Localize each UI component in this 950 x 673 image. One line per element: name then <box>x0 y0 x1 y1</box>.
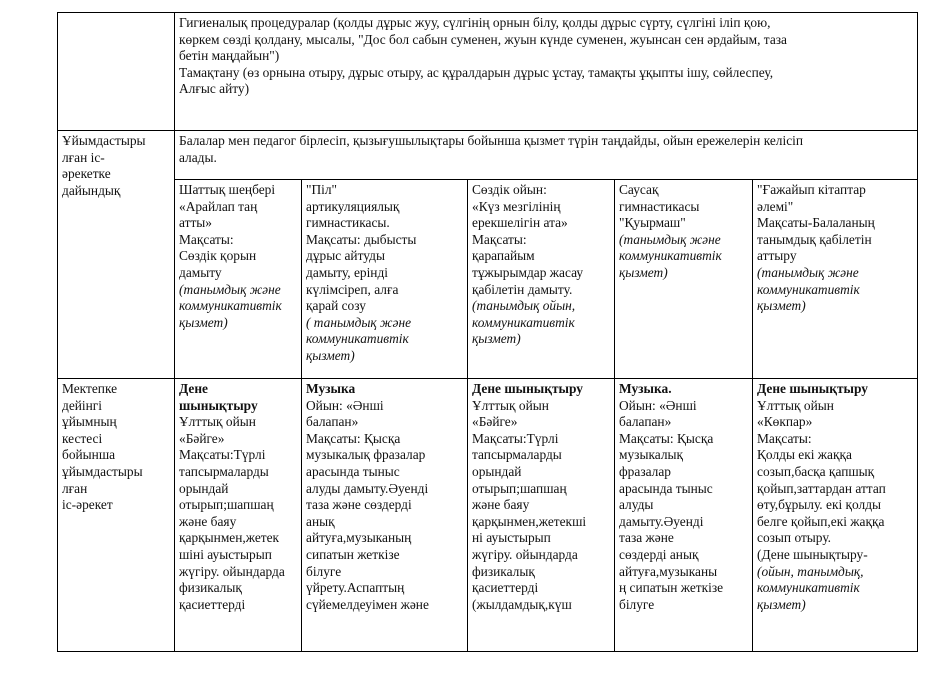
prep-intro-row <box>58 131 918 180</box>
text-line: отырып;шапшаң <box>179 497 274 513</box>
text-line: «Арайлап таң <box>179 198 258 214</box>
text-line: (ойын, танымдық, <box>757 563 864 579</box>
text-line: таза және <box>619 530 674 546</box>
text-line: Мақсаты: Қысқа <box>306 430 401 446</box>
text-line: таза және сөздерді <box>306 497 412 513</box>
prep-cell-1-text <box>179 182 297 331</box>
text-line: Мақсаты: <box>179 231 234 247</box>
text-line: қызмет) <box>757 298 806 314</box>
text-line: Дене <box>179 381 208 396</box>
text-line: Сөздік ойын: <box>472 182 547 197</box>
text-line: Гигиеналық процедуралар (қолды дұрыс жуу, сүлгінің орнын білу, қолды дұрыс сүрту, сүлгіні іліп қою, <box>179 15 771 30</box>
text-line: "Ғажайып кітаптар <box>757 182 866 197</box>
text-line: Шаттық шеңбері <box>179 182 276 197</box>
schedule-cell-1-text <box>179 381 297 613</box>
text-line: дұрыс айтуды <box>306 248 385 264</box>
empty-label-cell <box>58 13 175 131</box>
text-line: қасиеттерді <box>472 580 539 596</box>
text-line: дамыту, еріндi <box>306 264 389 280</box>
text-line: (танымдық және <box>619 231 721 247</box>
text-line: "Піл" <box>306 182 338 197</box>
text-line: дайындық <box>62 182 121 198</box>
text-line: Мектепке <box>62 381 118 396</box>
text-line: лған <box>62 480 88 496</box>
text-line: Музыка. <box>619 381 672 396</box>
text-line: ұйымның <box>62 414 117 430</box>
text-line: орындай <box>179 480 229 496</box>
schedule-label <box>62 381 170 514</box>
text-line: тапсырмаларды <box>179 463 269 479</box>
text-line: және баяу <box>179 513 237 529</box>
text-line: танымдық қабілетін <box>757 231 872 247</box>
text-line: Ұлттық ойын <box>472 397 549 413</box>
text-line: коммуникативтік <box>472 314 575 330</box>
prep-cell-2 <box>302 180 468 379</box>
text-line: гимнастикасы. <box>306 215 390 231</box>
text-line: Мақсаты-Балаланың <box>757 215 875 231</box>
text-line: қарапайым <box>472 248 535 264</box>
text-line: музыкалық <box>619 447 684 463</box>
text-line: дамыту.Әуенді <box>619 513 704 529</box>
text-line: "Қуырмаш" <box>619 215 686 231</box>
text-line: іс-әрекет <box>62 497 113 513</box>
text-line: жүгіру. ойындарда <box>472 546 578 562</box>
schedule-cell-5-text <box>757 381 913 613</box>
text-line: кестесі <box>62 430 103 446</box>
text-line: әлемі" <box>757 198 794 214</box>
text-line: қызмет) <box>472 331 521 347</box>
text-line: фразалар <box>619 463 671 479</box>
text-line: (танымдық және <box>179 281 281 297</box>
text-line: ұйымдастыры <box>62 463 143 479</box>
text-line: аттыру <box>757 248 797 264</box>
schedule-table <box>57 12 918 652</box>
text-line: шынықтыру <box>179 397 258 413</box>
text-line: (жылдамдық,күш <box>472 596 572 612</box>
text-line: алады. <box>179 149 217 165</box>
schedule-cell-5 <box>753 379 918 652</box>
text-line: сүйемелдеуімен және <box>306 596 429 612</box>
text-line: артикуляциялық <box>306 198 400 214</box>
text-line: Дене шынықтыру <box>472 381 583 396</box>
schedule-label-cell <box>58 379 175 652</box>
text-line: айтуға,музыканы <box>619 563 718 579</box>
text-line: бойынша <box>62 447 116 463</box>
prep-activities-row <box>58 180 918 379</box>
text-line: коммуникативтік <box>619 248 722 264</box>
text-line: Дене шынықтыру <box>757 381 868 396</box>
text-line: «Бәйге» <box>472 414 518 430</box>
text-line: Саусақ <box>619 182 659 197</box>
text-line: коммуникативтік <box>757 281 860 297</box>
text-line: қарқынмен,жетекші <box>472 513 587 529</box>
text-line: Тамақтану (өз орнына отыру, дұрыс отыру, ас құралдарын дұрыс ұстау, тамақты ұқыпты ішу, сөйлеспеу, <box>179 64 774 80</box>
text-line: өту,бұрылу. екі қолды <box>757 497 882 513</box>
text-line: «Көкпар» <box>757 414 813 430</box>
text-line: физикалық <box>472 563 535 579</box>
text-line: лған іс- <box>62 149 105 165</box>
text-line: ( танымдық және <box>306 314 412 330</box>
text-line: Балалар мен педагог бірлесіп, қызығушылықтары бойынша қызмет түрін таңдайды, ойын ережелерін келісіп <box>179 133 804 148</box>
text-line: созып,басқа қапшық <box>757 463 875 479</box>
text-line: қасиеттерді <box>179 596 246 612</box>
text-line: Мақсаты:Түрлі <box>472 430 559 446</box>
text-line: алуды <box>619 497 654 513</box>
text-line: бетін маңдайын") <box>179 48 280 64</box>
text-line: әрекетке <box>62 166 111 182</box>
schedule-cell-3-text <box>472 381 610 613</box>
text-line: үйрету.Аспаптың <box>306 580 405 596</box>
text-line: созып отыру. <box>757 530 832 546</box>
text-line: (танымдық және <box>757 264 859 280</box>
text-line: Ойын: «Әнші <box>619 397 697 413</box>
text-line: және баяу <box>472 497 530 513</box>
prep-cell-4-text <box>619 182 748 282</box>
text-line: алуды дамыту.Әуенді <box>306 480 429 496</box>
text-line: музыкалық фразалар <box>306 447 426 463</box>
text-line: тұжырымдар жасау <box>472 264 584 280</box>
text-line: қабілетін дамыту. <box>472 281 573 297</box>
text-line: қызмет) <box>179 314 228 330</box>
text-line: Музыка <box>306 381 356 396</box>
text-line: дамыту <box>179 264 222 280</box>
text-line: білуге <box>619 596 655 612</box>
text-line: балапан» <box>306 414 359 430</box>
text-line: Алғыс айту) <box>179 81 250 97</box>
schedule-cell-3 <box>468 379 615 652</box>
text-line: орындай <box>472 463 522 479</box>
text-line: Ұлттық ойын <box>179 414 256 430</box>
text-line: сипатын жеткізе <box>306 546 400 562</box>
prep-cell-5 <box>753 180 918 379</box>
text-line: арасында тыныс <box>619 480 713 496</box>
text-line: «Бәйге» <box>179 430 225 446</box>
text-line: физикалық <box>179 580 242 596</box>
text-line: күлімсіреп, алға <box>306 281 399 297</box>
text-line: ерекшелігін ата» <box>472 215 568 231</box>
prep-cell-1 <box>175 180 302 379</box>
text-line: қызмет) <box>619 264 668 280</box>
text-line: қызмет) <box>757 596 806 612</box>
text-line: коммуникативтік <box>757 580 860 596</box>
text-line: атты» <box>179 215 212 231</box>
schedule-cell-2 <box>302 379 468 652</box>
text-line: Сөздік қорын <box>179 248 257 264</box>
prep-label <box>62 133 170 199</box>
schedule-cell-4-text <box>619 381 748 613</box>
prep-cell-2-text <box>306 182 463 365</box>
prep-intro-text <box>179 133 913 166</box>
text-line: қойып,заттардан аттап <box>757 480 886 496</box>
text-line: (танымдық ойын, <box>472 298 576 314</box>
prep-intro-cell <box>175 131 918 180</box>
text-line: қарай созу <box>306 298 366 314</box>
text-line: Мақсаты: <box>757 430 812 446</box>
text-line: отырып;шапшаң <box>472 480 567 496</box>
text-line: білуге <box>306 563 342 579</box>
text-line: көркем сөзді қолдану, мысалы, "Дос бол сабын суменен, жуын күнде суменен, жуынсан сен әрдайым, таза <box>179 31 788 47</box>
text-line: ні ауыстырып <box>472 530 551 546</box>
text-line: қызмет) <box>306 347 355 363</box>
prep-cell-3 <box>468 180 615 379</box>
text-line: (Дене шынықтыру- <box>757 546 868 562</box>
prep-cell-3-text <box>472 182 610 348</box>
text-line: Мақсаты:Түрлі <box>179 447 266 463</box>
text-line: Мақсаты: <box>472 231 527 247</box>
text-line: Ұйымдастыры <box>62 133 146 148</box>
text-line: қарқынмен,жетек <box>179 530 280 546</box>
text-line: белге қойып,екі жаққа <box>757 513 885 529</box>
hygiene-cell <box>175 13 918 131</box>
text-line: сөздерді анық <box>619 546 699 562</box>
text-line: анық <box>306 513 335 529</box>
text-line: гимнастикасы <box>619 198 700 214</box>
text-line: дейінгі <box>62 397 103 413</box>
text-line: Ұлттық ойын <box>757 397 834 413</box>
text-line: Ойын: «Әнші <box>306 397 384 413</box>
text-line: жүгіру. ойындарда <box>179 563 285 579</box>
text-line: Қолды екі жаққа <box>757 447 852 463</box>
text-line: балапан» <box>619 414 672 430</box>
prep-cell-4 <box>615 180 753 379</box>
prep-label-cell <box>58 131 175 379</box>
text-line: Мақсаты: Қысқа <box>619 430 714 446</box>
schedule-cell-2-text <box>306 381 463 613</box>
text-line: коммуникативтік <box>306 331 409 347</box>
text-line: айтуға,музыканың <box>306 530 412 546</box>
text-line: Мақсаты: дыбысты <box>306 231 417 247</box>
text-line: шіні ауыстырып <box>179 546 272 562</box>
text-line: арасында тыныс <box>306 463 400 479</box>
text-line: ң сипатын жеткізе <box>619 580 724 596</box>
text-line: «Күз мезгілінің <box>472 198 561 214</box>
schedule-row <box>58 379 918 652</box>
hygiene-text <box>179 15 913 98</box>
text-line: тапсырмаларды <box>472 447 562 463</box>
hygiene-row <box>58 13 918 131</box>
schedule-cell-4 <box>615 379 753 652</box>
text-line: коммуникативтік <box>179 298 282 314</box>
schedule-cell-1 <box>175 379 302 652</box>
prep-cell-5-text <box>757 182 913 315</box>
